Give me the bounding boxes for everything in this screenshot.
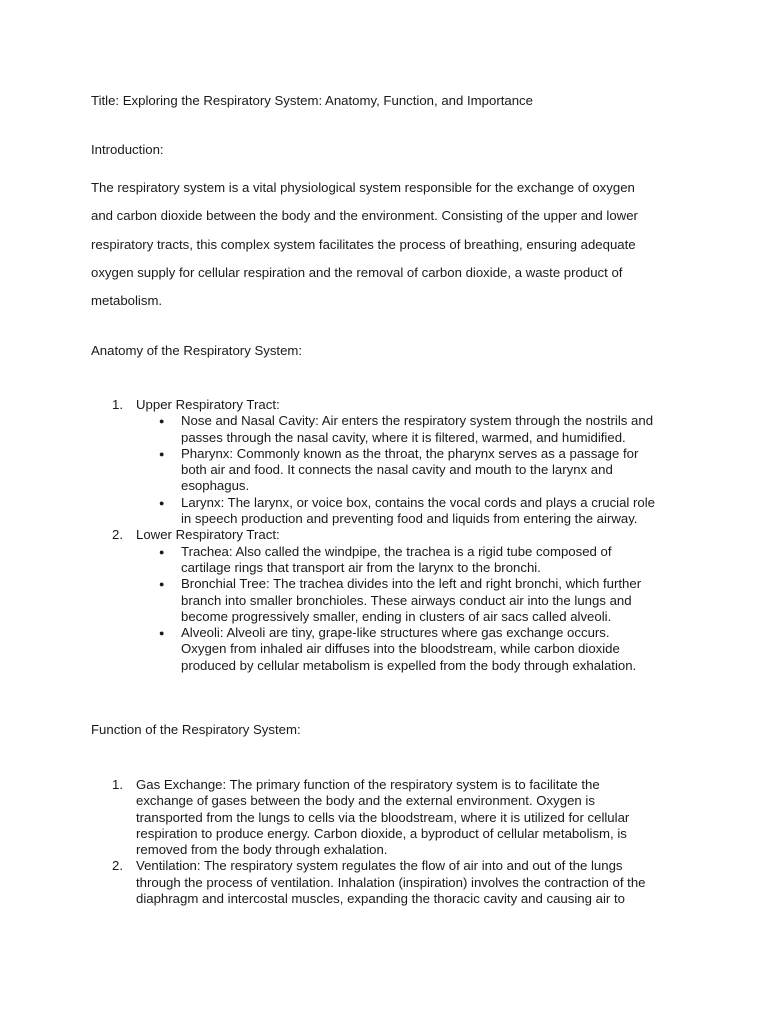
list-line: respiration to produce energy. Carbon dioxide, a byproduct of cellular metabolism, is — [136, 825, 627, 841]
list-line: through the process of ventilation. Inhalation (inspiration) involves the contraction of the — [136, 874, 646, 890]
list-item-label: Upper Respiratory Tract: — [136, 397, 280, 412]
bullet-item — [0, 413, 768, 446]
bullet-item — [0, 576, 768, 625]
bullet-line: Oxygen from inhaled air diffuses into the bloodstream, while carbon dioxide — [181, 641, 620, 657]
bullet-line: Trachea: Also called the windpipe, the trachea is a rigid tube composed of — [181, 543, 612, 559]
bullet-line: produced by cellular metabolism is expelled from the body through exhalation. — [181, 657, 637, 673]
bullet-line: cartilage rings that transport air from the larynx to the bronchi. — [181, 559, 541, 575]
bullet-line: Alveoli: Alveoli are tiny, grape-like structures where gas exchange occurs. — [181, 625, 610, 641]
bullet-icon: ● — [159, 448, 165, 459]
bullet-line: passes through the nasal cavity, where it is filtered, warmed, and humidified. — [181, 429, 626, 445]
list-number: 2. — [112, 858, 123, 874]
function-heading: Function of the Respiratory System: — [91, 722, 301, 737]
intro-heading: Introduction: — [91, 142, 164, 157]
paragraph-line: and carbon dioxide between the body and the environment. Consisting of the upper and lower — [91, 208, 638, 223]
bullet-line: Pharynx: Commonly known as the throat, the pharynx serves as a passage for — [181, 445, 639, 461]
paragraph-line: metabolism. — [91, 293, 163, 308]
bullet-icon: ● — [159, 416, 165, 427]
paragraph-line: The respiratory system is a vital physiological system responsible for the exchange of oxygen — [91, 180, 635, 195]
list-line: exchange of gases between the body and the external environment. Oxygen is — [136, 793, 595, 809]
bullet-line: Bronchial Tree: The trachea divides into the left and right bronchi, which further — [181, 576, 642, 592]
list-number: 2. — [112, 527, 123, 543]
bullet-icon: ● — [159, 497, 165, 508]
list-number: 1. — [112, 397, 123, 412]
list-item — [0, 858, 768, 907]
list-item — [0, 777, 768, 858]
function-list — [0, 777, 768, 907]
bullet-line: both air and food. It connects the nasal cavity and mouth to the larynx and — [181, 462, 613, 478]
bullet-item — [0, 625, 768, 674]
list-line: Gas Exchange: The primary function of the respiratory system is to facilitate the — [136, 777, 600, 792]
bullet-line: become progressively smaller, ending in clusters of air sacs called alveoli. — [181, 608, 612, 624]
bullet-line: branch into smaller bronchioles. These airways conduct air into the lungs and — [181, 592, 632, 608]
list-item — [0, 397, 768, 413]
list-number: 1. — [112, 777, 123, 792]
document-title: Title: Exploring the Respiratory System: Anatomy, Function, and Importance — [91, 93, 533, 108]
list-item-label: Lower Respiratory Tract: — [136, 527, 280, 543]
list-item — [0, 527, 768, 543]
paragraph-line: respiratory tracts, this complex system facilitates the process of breathing, ensuring adequate — [91, 237, 636, 252]
bullet-line: in speech production and preventing food and liquids from entering the airway. — [181, 511, 638, 527]
bullet-line: esophagus. — [181, 478, 250, 494]
list-line: removed from the body through exhalation. — [136, 842, 388, 858]
bullet-line: Nose and Nasal Cavity: Air enters the respiratory system through the nostrils and — [181, 413, 654, 429]
bullet-icon: ● — [159, 628, 165, 639]
bullet-item — [0, 544, 768, 577]
bullet-icon: ● — [159, 546, 165, 557]
anatomy-heading: Anatomy of the Respiratory System: — [91, 343, 303, 358]
bullet-line: Larynx: The larynx, or voice box, contains the vocal cords and plays a crucial role — [181, 494, 656, 510]
bullet-icon: ● — [159, 579, 165, 590]
paragraph-line: oxygen supply for cellular respiration and the removal of carbon dioxide, a waste product of — [91, 265, 623, 280]
list-line: transported from the lungs to cells via the bloodstream, where it is utilized for cellular — [136, 809, 630, 825]
list-line: Ventilation: The respiratory system regulates the flow of air into and out of the lungs — [136, 858, 623, 874]
list-line: diaphragm and intercostal muscles, expanding the thoracic cavity and causing air to — [136, 891, 625, 907]
bullet-item — [0, 495, 768, 528]
anatomy-list — [0, 397, 768, 674]
bullet-item — [0, 446, 768, 495]
